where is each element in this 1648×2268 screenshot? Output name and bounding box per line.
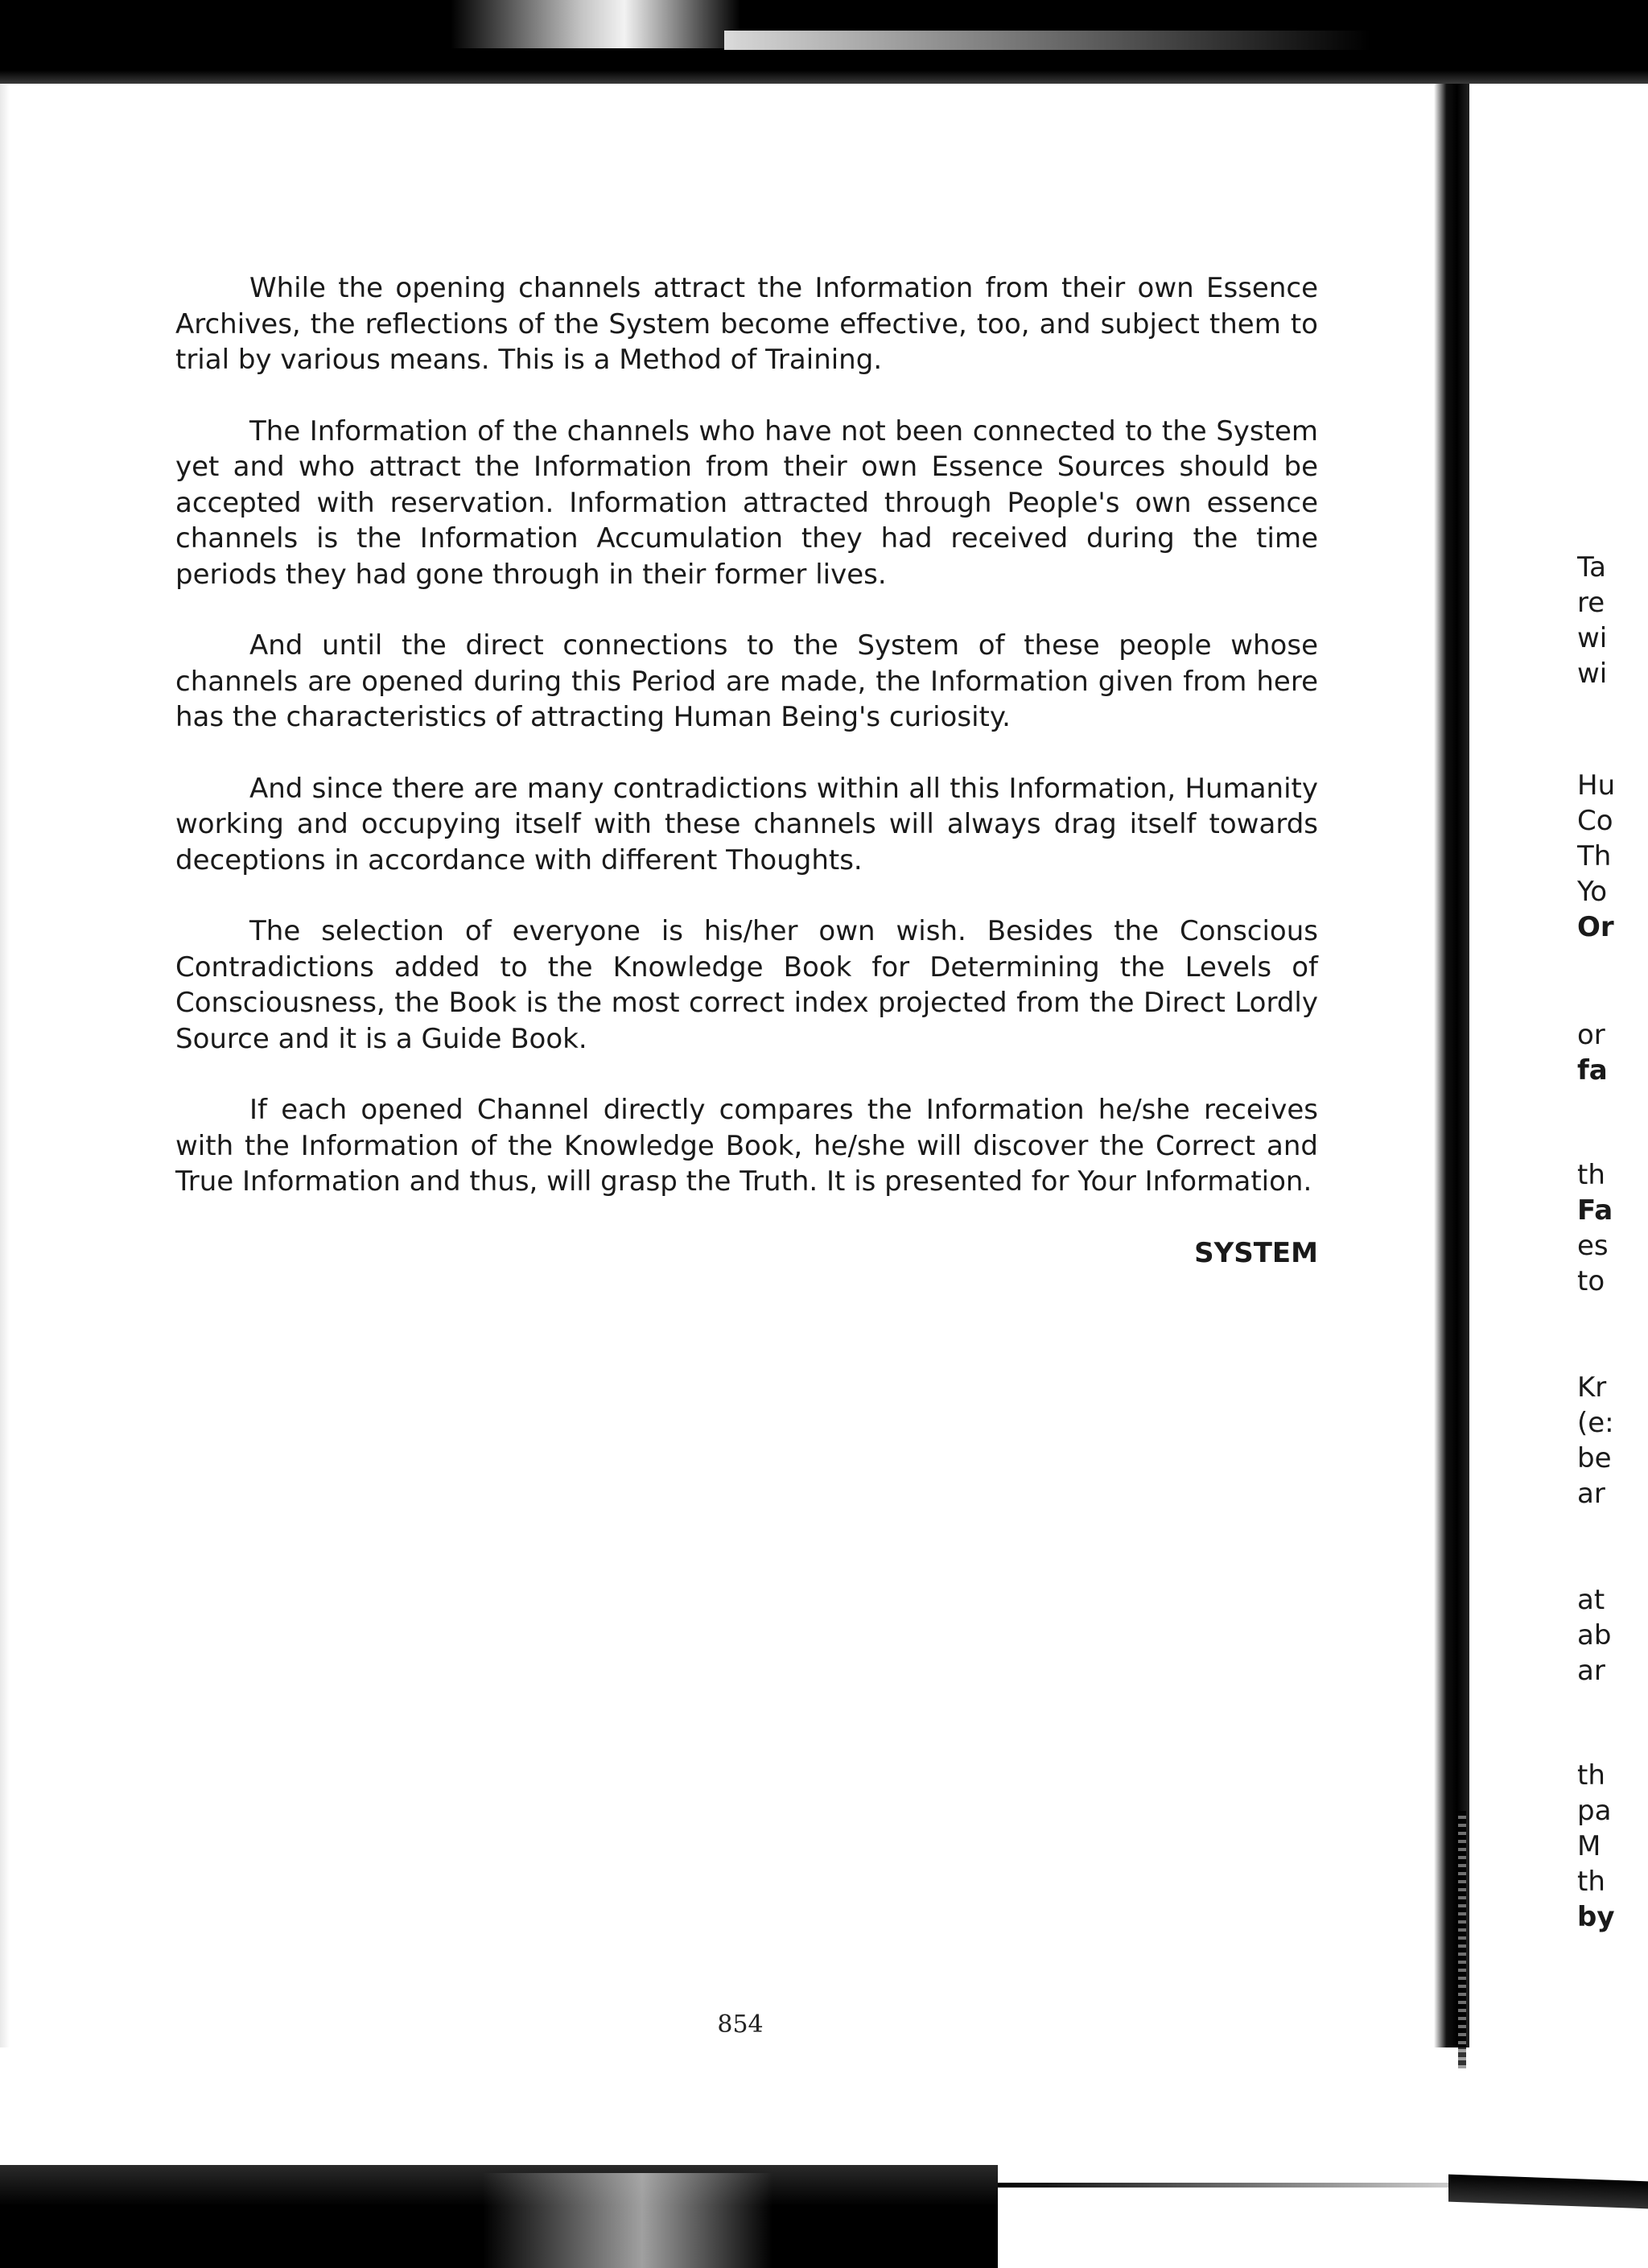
scan-top-taper [724,31,1648,50]
paragraph: If each opened Channel directly compares the Information he/she receives with the Information of the Knowledge Book, he/she will discover the Correct and True Information and thus, will grasp the Truth. It is presented for Your Information. [175,1094,1318,1198]
facing-page-fragment: Th [1577,840,1612,872]
book-spine-shadow [1434,84,1469,2047]
facing-page-edge [1577,0,1648,2268]
facing-page-fragment: be [1577,1442,1612,1474]
facing-page-fragment: wi [1577,622,1608,654]
facing-page-fragment: fa [1577,1054,1608,1087]
scan-top-glare [451,0,740,48]
paragraph: While the opening channels attract the Information from their own Essence Archives, the reflections of the System become effective, too, and subject them to trial by various means. This is a Method of Training. [175,272,1318,376]
scan-bottom-line [998,2183,1448,2188]
scan-bottom-glare [483,2173,772,2268]
facing-page-fragment: ar [1577,1478,1605,1510]
facing-page-fragment: pa [1577,1795,1612,1827]
page-number: 854 [717,2010,764,2039]
facing-page-fragment: Ta [1577,551,1606,583]
facing-page-fragment: th [1577,1866,1605,1898]
facing-page-fragment: by [1577,1901,1615,1933]
facing-page-fragment: or [1577,1019,1605,1051]
signature: SYSTEM [1194,1236,1318,1269]
facing-page-fragment: wi [1577,658,1608,690]
facing-page-fragment: th [1577,1159,1605,1191]
facing-page-fragment: ab [1577,1619,1612,1652]
paragraph: The selection of everyone is his/her own wish. Besides the Conscious Contradictions added to the Knowledge Book for Determining the Levels of Consciousness, the Book is the most correct index projected from the Direct Lordly Source and it is a Guide Book. [175,915,1318,1055]
facing-page-fragment: Kr [1577,1371,1607,1404]
facing-page-fragment: at [1577,1584,1605,1616]
facing-page-fragment: ar [1577,1655,1605,1687]
left-page-edge [0,84,10,2047]
paragraph: The Information of the channels who have not been connected to the System yet and who attract the Information from their own Essence Sources should be accepted with reservation. Information attracted through People's own essence channels is the Information Accumulation they had received during the time periods they had gone through in their former lives. [175,414,1318,591]
facing-page-fragment: (e: [1577,1407,1614,1439]
facing-page-fragment: es [1577,1230,1609,1262]
paragraph: And since there are many contradictions within all this Information, Humanity working and occupying itself with these channels will always drag itself towards deceptions in accordance with different Thoughts. [175,772,1318,876]
facing-page-fragment: M [1577,1830,1601,1862]
facing-page-fragment: re [1577,587,1605,619]
facing-page-fragment: Or [1577,911,1614,943]
facing-page-fragment: Yo [1577,876,1608,908]
facing-page-fragment: Hu [1577,769,1616,802]
facing-page-fragment: Co [1577,805,1613,837]
page-body [175,270,1318,1271]
facing-page-fragment: to [1577,1265,1605,1297]
facing-page-fragment: th [1577,1759,1605,1792]
facing-page-fragment: Fa [1577,1194,1613,1227]
spine-speckles [1458,1811,1466,2068]
paragraph: And until the direct connections to the System of these people whose channels are opened during this Period are made, the Information given from here has the characteristics of attracting Human Being's curiosity. [175,629,1318,733]
